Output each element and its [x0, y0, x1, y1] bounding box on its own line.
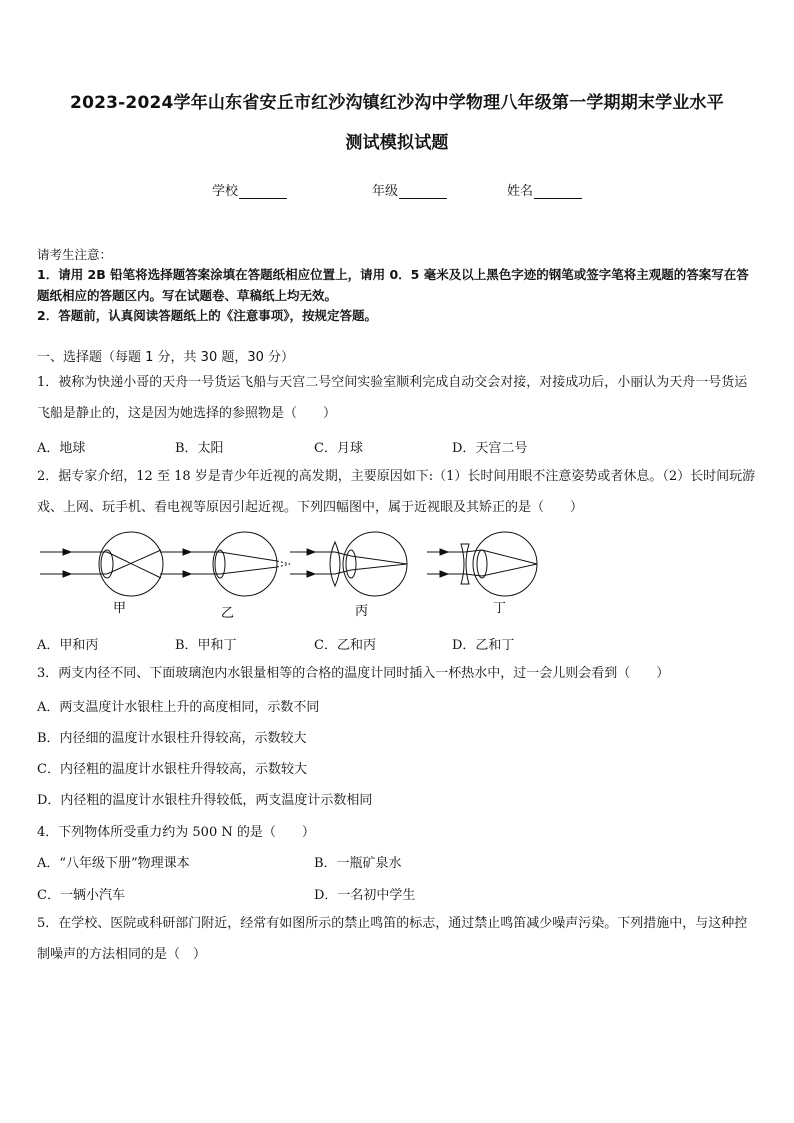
- school-field[interactable]: [212, 180, 287, 199]
- q2-option-b[interactable]: B．甲和丁: [175, 638, 237, 653]
- eye-diagram-ding: [427, 532, 537, 596]
- lens-ding: [477, 550, 487, 578]
- grade-blank[interactable]: [399, 185, 447, 199]
- question-5-text: 5．在学校、医院或科研部门附近，经常有如图所示的禁止鸣笛的标志，通过禁止鸣笛减少噪声污染。下列措施中，与这种控制噪声的方法相同的是（ ）: [37, 916, 748, 962]
- section-heading: 一、选择题（每题 1 分，共 30 题，30 分）: [37, 350, 295, 365]
- q2-option-d[interactable]: D．乙和丁: [452, 638, 515, 653]
- notice-item-1: 1．请用 2B 铅笔将选择题答案涂填在答题纸相应位置上，请用 0．5 毫米及以上黑色字迹的钢笔或签字笔将主观题的答案写在答题纸相应的答题区内。写在试题卷、草稿纸上均无效。: [37, 267, 749, 303]
- q3-option-c[interactable]: C．内径粗的温度计水银柱升得较高，示数较大: [37, 762, 307, 777]
- school-blank[interactable]: [239, 185, 287, 199]
- q2-option-c[interactable]: C．乙和丙: [314, 638, 376, 653]
- question-1-text: 1．被称为快递小哥的天舟一号货运飞船与天宫二号空间实验室顺利完成自动交会对接，对接成功后，小丽认为天舟一号货运飞船是静止的，这是因为她选择的参照物是（ ）: [37, 375, 748, 421]
- q4-option-a[interactable]: A．“八年级下册”物理课本: [37, 856, 190, 871]
- q2-option-a[interactable]: A．甲和丙: [37, 638, 99, 653]
- q1-option-a[interactable]: A．地球: [37, 441, 86, 456]
- q3-option-d[interactable]: D．内径粗的温度计水银柱升得较低，两支温度计示数相同: [37, 793, 373, 808]
- q1-option-d[interactable]: D．天宫二号: [452, 441, 528, 456]
- eye-diagram-jia: [40, 532, 163, 596]
- exam-title-line1: 2023-2024学年山东省安丘市红沙沟镇红沙沟中学物理八年级第一学期期末学业水平: [70, 93, 724, 113]
- exam-title-line2: 测试模拟试题: [345, 133, 449, 153]
- name-blank[interactable]: [534, 185, 582, 199]
- corrective-lens-ding: [461, 544, 469, 584]
- figure-label-ding: 丁: [493, 601, 507, 616]
- eyeball-yi: [213, 532, 277, 596]
- name-field[interactable]: [507, 180, 582, 199]
- school-label: 学校: [212, 184, 239, 199]
- eye-diagram-yi: [160, 532, 290, 596]
- q3-option-a[interactable]: A．两支温度计水银柱上升的高度相同，示数不同: [37, 700, 320, 715]
- eyeball-bing: [343, 532, 407, 596]
- q3-option-b[interactable]: B．内径细的温度计水银柱升得较高，示数较大: [37, 731, 307, 746]
- grade-field[interactable]: [372, 180, 447, 199]
- notice-item-2: 2．答题前，认真阅读答题纸上的《注意事项》，按规定答题。: [37, 308, 377, 323]
- q4-option-c[interactable]: C．一辆小汽车: [37, 888, 125, 903]
- q1-option-c[interactable]: C．月球: [314, 441, 363, 456]
- q4-option-d[interactable]: D．一名初中学生: [314, 888, 416, 903]
- q1-option-b[interactable]: B．太阳: [175, 441, 224, 456]
- lens-bing: [346, 550, 356, 578]
- question-4-text: 4．下列物体所受重力约为 500 N 的是（ ）: [37, 825, 315, 840]
- notice-heading: 请考生注意：: [37, 247, 113, 262]
- grade-label: 年级: [372, 184, 399, 199]
- corrective-lens-bing: [330, 542, 340, 586]
- eye-diagrams-figure: [35, 522, 555, 624]
- eye-diagram-bing: [290, 532, 407, 596]
- question-3-text: 3．两支内径不同、下面玻璃泡内水银量相等的合格的温度计同时插入一杯热水中，过一会儿则会看到（ ）: [37, 666, 670, 681]
- figure-label-bing: 丙: [355, 604, 369, 619]
- eyeball-ding: [473, 532, 537, 596]
- name-label: 姓名: [507, 184, 534, 199]
- question-2-text: 2．据专家介绍，12 至 18 岁是青少年近视的高发期，主要原因如下:（1）长时间用眼不注意姿势或者休息。（2）长时间玩游戏、上网、玩手机、看电视等原因引起近视。下列四幅图中，属于近视眼及其矫正的是（ ）: [37, 469, 756, 515]
- figure-label-jia: 甲: [113, 601, 127, 616]
- q4-option-b[interactable]: B．一瓶矿泉水: [314, 856, 402, 871]
- figure-label-yi: 乙: [221, 606, 235, 621]
